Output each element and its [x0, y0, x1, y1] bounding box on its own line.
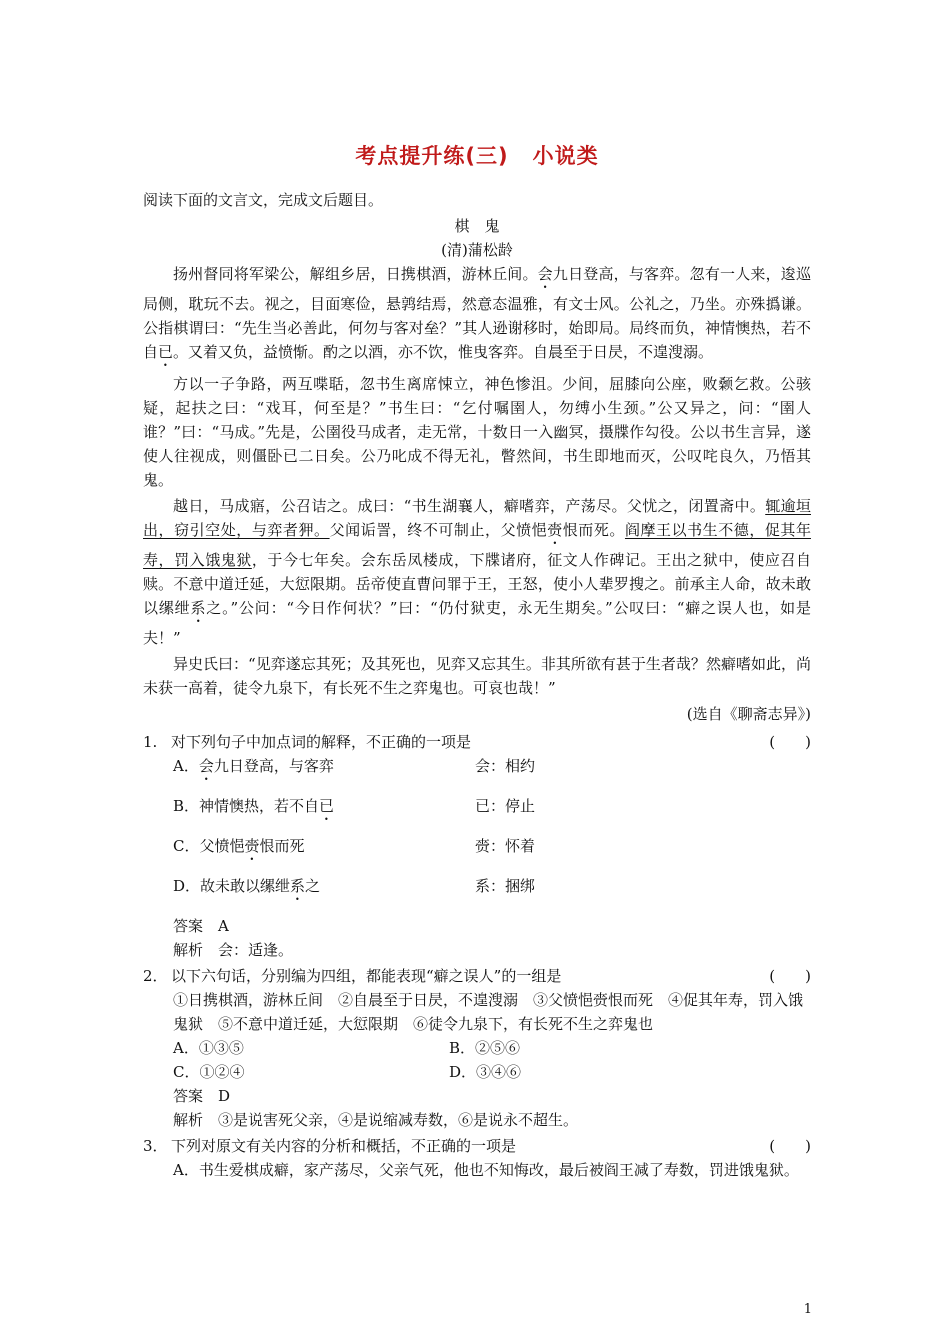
page-title	[143, 140, 811, 174]
title-topic: 小说类	[532, 144, 599, 168]
passage-paragraph-1: 扬州督同将军梁公，解组乡居，日携棋酒，游林丘间。会九日登高，与客弈。忽有一人来，逡巡局侧，耽玩不去。视之，目面寒俭，悬鹑结焉，然意态温雅，有文士风。公礼之，乃坐。亦殊撝谦。公指棋谓曰：“先生当必善此，何勿与客对垒？”其人逊谢移时，始即局。局终而负，神情懊热，若不自已。又着又负，益愤惭。酌之以酒，亦不饮，惟曳客弈。自晨至于日昃，不遑溲溺。	[143, 264, 811, 361]
question-2-sentences: ①日携棋酒，游林丘间 ②自晨至于日昃，不遑溲溺 ③父愤悒赍恨而死 ④促其年寿，罚入饿鬼狱 ⑤不意中道迁延，大愆限期 ⑥徒令九泉下，有长死不生之弈鬼也	[173, 990, 804, 1033]
underlined-sentence: 阎摩王以书生不德，促其年寿，罚入饿鬼狱	[143, 520, 811, 569]
title-main: 考点提升练(三)	[355, 144, 509, 168]
page-number: 1	[803, 1302, 812, 1317]
question-text: 下列对原文有关内容的分析和概括，不正确的一项是	[171, 1136, 517, 1155]
answer-bracket: ( )	[769, 1136, 811, 1155]
option-c: C．①②④	[173, 1062, 245, 1081]
intro-instruction: 阅读下面的文言文，完成文后题目。	[143, 190, 384, 209]
question-number: 3．	[143, 1136, 168, 1155]
question-text: 对下列句子中加点词的解释，不正确的一项是	[171, 732, 472, 751]
answer-bracket: ( )	[769, 966, 811, 985]
option-c: C．父愤悒赍恨而死 赍：怀着	[173, 836, 536, 855]
dotted-word: 会	[537, 264, 553, 283]
question-3	[143, 1134, 811, 1158]
question-3-option-a: A．书生爱棋成癖，家产荡尽，父亲气死，他也不知悔改，最后被阎王减了寿数，罚进饿鬼狱。	[173, 1160, 799, 1179]
question-number: 2．	[143, 966, 168, 985]
option-d: D．故未敢以缧绁系之 系：捆绑	[173, 876, 536, 895]
passage-paragraph-3: 越日，马成寤，公召诘之。成曰：“书生湖襄人，癖嗜弈，产荡尽。父忧之，闭置斋中。辄逾垣出，窃引空处，与弈者狎。父闻诟詈，终不可制止，父愤悒赍恨而死。阎摩王以书生不德，促其年寿，罚入饿鬼狱，于今七年矣。会东岳凤楼成，下牒诸府，征文人作碑记。王出之狱中，使应召自赎。不意中道迁延，大愆限期。岳帝使直曹问罪于王，王怒，使小人辈罗搜之。前承主人命，故未敢以缧绁系之。”公问：“今日作何状？”曰：“仍付狱吏，永无生期矣。”公叹曰：“癖之误人也，如是夫！”	[143, 496, 811, 647]
option-a: A．①③⑤	[173, 1038, 244, 1057]
question-2-answer: 答案 D	[173, 1086, 231, 1105]
question-1	[143, 730, 811, 754]
option-d: D．③④⑥	[449, 1062, 522, 1081]
underlined-sentence: 辄逾垣出，窃引空处，与弈者狎。	[143, 496, 811, 539]
question-text: 以下六句话，分别编为四组，都能表现“癖之误人”的一组是	[171, 966, 562, 985]
question-number: 1.	[143, 732, 158, 751]
page-content	[143, 140, 811, 1182]
question-1-answer: 答案 A	[173, 916, 229, 935]
question-2-explanation: 解析 ③是说害死父亲，④是说缩减寿数，⑥是说永不超生。	[173, 1110, 579, 1129]
passage-heading: 棋 鬼	[454, 216, 500, 235]
option-b: B．②⑤⑥	[449, 1038, 521, 1057]
passage-paragraph-2: 方以一子争路，两互喋聒，忽书生离席悚立，神色惨沮。少间，屈膝向公座，败颡乞救。公骇疑，起扶之曰：“戏耳，何至是？”书生曰：“乞付嘱圉人，勿缚小生颈。”公又异之，问：“圉人谁？”曰：“马成。”先是，公圉役马成者，走无常，十数日一入幽冥，摄牒作勾役。公以书生言异，遂使人往视成，则僵卧已二日矣。公乃叱成不得无礼，瞥然间，书生即地而灭，公叹咤良久，乃悟其鬼。	[143, 374, 811, 489]
question-1-explanation: 解析 会：适逢。	[173, 940, 294, 959]
answer-bracket: ( )	[769, 732, 811, 751]
dotted-word: 系	[190, 598, 207, 617]
question-1-options	[143, 754, 811, 904]
dotted-word: 赍	[547, 520, 563, 539]
question-2-options	[143, 1036, 811, 1084]
passage-source: (选自《聊斋志异》)	[686, 704, 811, 723]
passage-paragraph-4: 异史氏曰：“见弈遂忘其死；及其死也，见弈又忘其生。非其所欲有甚于生者哉？然癖嗜如此，尚未获一高着，徒令九泉下，有长死不生之弈鬼也。可哀也哉！”	[143, 654, 811, 697]
question-2	[143, 964, 811, 988]
option-a: A．会九日登高，与客弈 会：相约	[173, 756, 536, 775]
dotted-word: 已	[158, 342, 174, 361]
option-b: B．神情懊热，若不自已 已：停止	[173, 796, 536, 815]
passage-author: (清)蒲松龄	[441, 240, 513, 259]
